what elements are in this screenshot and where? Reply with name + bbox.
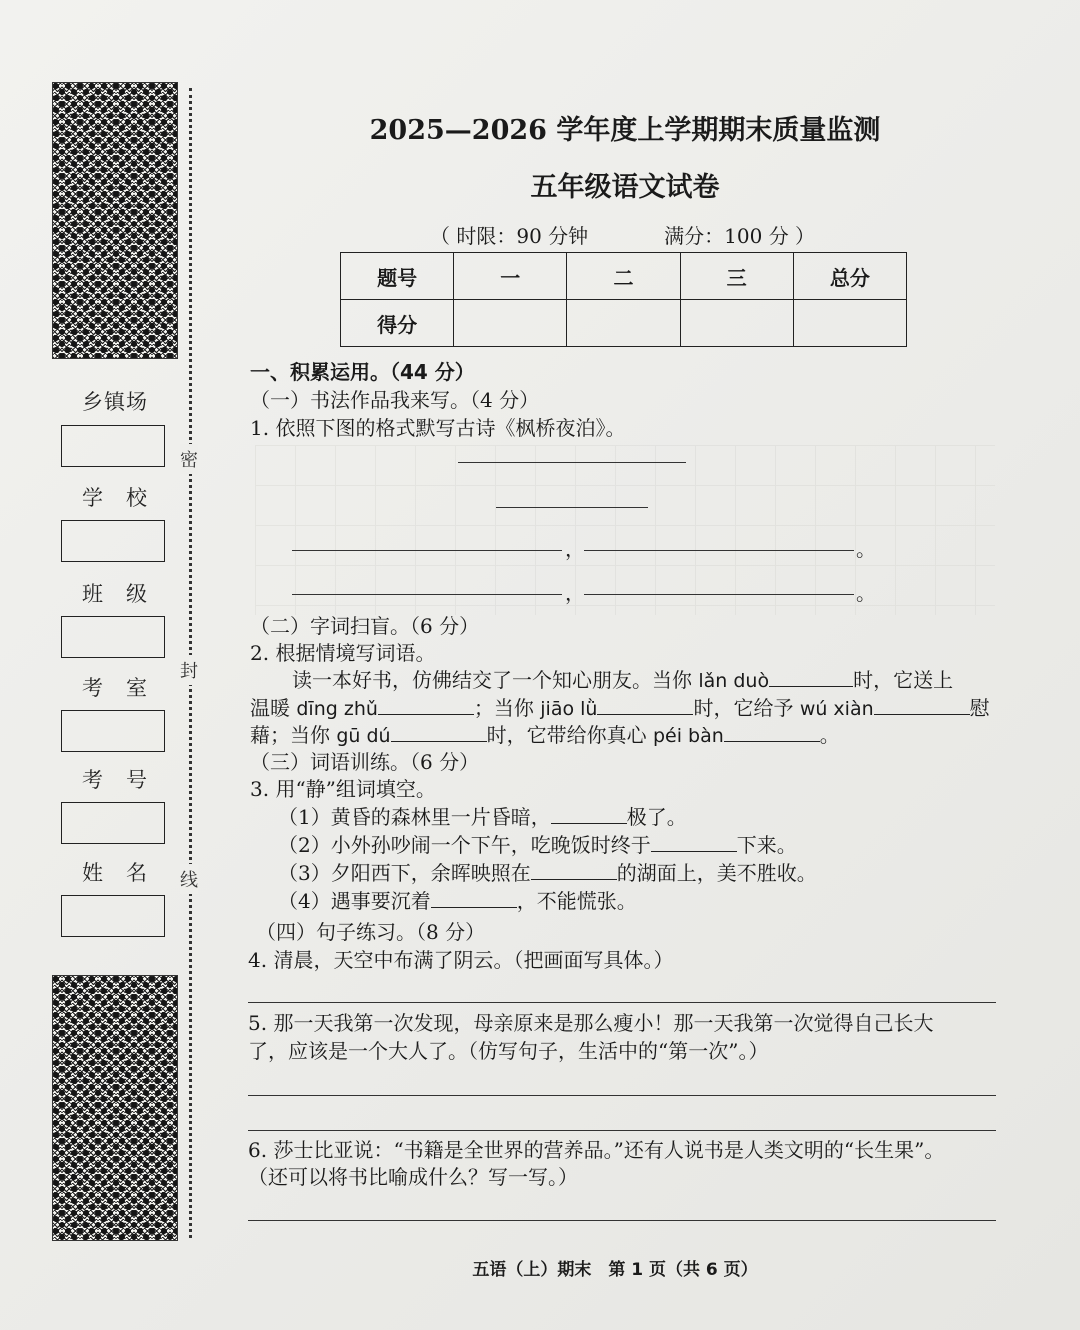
field-label-room: 考 室 xyxy=(82,676,148,700)
pinyin-jiao-lv: jiāo lǜ xyxy=(540,698,598,720)
field-label-town: 乡镇场 xyxy=(82,390,148,414)
q2-text: ；当你 xyxy=(473,696,541,720)
pinyin-lan-duo: lǎn duò xyxy=(698,670,770,692)
field-label-school: 学 校 xyxy=(82,486,148,510)
seal-char-feng: 封 xyxy=(180,655,198,685)
part1-heading: （一）书法作品我来写。（4 分） xyxy=(250,388,540,412)
field-label-name: 姓 名 xyxy=(82,861,148,885)
pinyin-ding-zhu: dīng zhǔ xyxy=(296,698,378,720)
q2-line-1 xyxy=(292,668,953,693)
q4-answer-line[interactable] xyxy=(248,1002,996,1003)
poem-title-line[interactable] xyxy=(458,462,686,463)
score-input-cell[interactable] xyxy=(793,300,906,347)
question-3: 3. 用“静”组词填空。 xyxy=(250,777,436,801)
answer-blank[interactable] xyxy=(391,723,487,742)
score-input-cell[interactable] xyxy=(454,300,567,347)
q3-text: （1）黄昏的森林里一片昏暗， xyxy=(278,805,551,829)
question-4: 4. 清晨，天空中布满了阴云。（把画面写具体。） xyxy=(248,948,674,972)
q2-text: 慰 xyxy=(969,696,990,720)
answer-blank[interactable] xyxy=(724,723,820,742)
score-cell: 总分 xyxy=(793,253,906,300)
score-table xyxy=(340,252,907,347)
q3-text: （3）夕阳西下，余晖映照在 xyxy=(278,861,531,885)
q2-text: 温暖 xyxy=(250,696,297,720)
question-2: 2. 根据情境写词语。 xyxy=(250,641,436,665)
q6-answer-line[interactable] xyxy=(248,1220,996,1221)
answer-blank[interactable] xyxy=(378,696,474,715)
question-5-line-1: 5. 那一天我第一次发现，母亲原来是那么瘦小！那一天我第一次觉得自己长大 xyxy=(248,1011,934,1035)
full-score: 满分：100 分 ） xyxy=(664,224,816,248)
pinyin-gu-du: gū dú xyxy=(336,725,391,747)
q3-text: （2）小外孙吵闹一个下午，吃晚饭时终于 xyxy=(278,833,651,857)
q3-text: 的湖面上，美不胜收。 xyxy=(616,861,817,885)
answer-blank[interactable] xyxy=(431,889,517,908)
exam-title: 2025—2026 学年度上学期期末质量监测 xyxy=(369,115,881,146)
score-cell: 二 xyxy=(567,253,680,300)
field-label-class: 班 级 xyxy=(82,582,148,606)
answer-blank[interactable] xyxy=(597,696,693,715)
pinyin-wu-xian: wú xiàn xyxy=(799,698,874,720)
q5-answer-line-1[interactable] xyxy=(248,1095,996,1096)
q3-text: （4）遇事要沉着 xyxy=(278,889,431,913)
q2-text: 藉；当你 xyxy=(250,723,337,747)
field-box-town[interactable] xyxy=(61,425,165,467)
question-5-line-2: 了，应该是一个大人了。（仿写句子，生活中的“第一次”。） xyxy=(248,1039,769,1063)
part3-heading: （三）词语训练。（6 分） xyxy=(250,750,480,774)
time-score-line xyxy=(430,220,815,249)
q2-text: 时，它送上 xyxy=(853,668,954,692)
q2-text: 。 xyxy=(819,723,840,747)
field-box-school[interactable] xyxy=(61,520,165,562)
q2-text: 时，它给予 xyxy=(693,696,800,720)
poem-author-line[interactable] xyxy=(496,507,648,508)
poem-line-2a[interactable] xyxy=(292,594,562,595)
part4-heading: （四）句子练习。（8 分） xyxy=(256,920,486,944)
field-box-name[interactable] xyxy=(61,895,165,937)
score-cell: 题号 xyxy=(341,253,454,300)
score-input-cell[interactable] xyxy=(567,300,680,347)
security-pattern-top xyxy=(52,82,178,359)
q3-text: 下来。 xyxy=(736,833,797,857)
score-cell: 三 xyxy=(680,253,793,300)
field-box-exam-no[interactable] xyxy=(61,802,165,844)
period-1: 。 xyxy=(856,537,876,561)
score-table-score-row xyxy=(341,300,907,347)
comma-1: ， xyxy=(565,537,585,561)
poem-line-2b[interactable] xyxy=(584,594,854,595)
seal-char-xian: 线 xyxy=(180,864,198,894)
seal-char-mi: 密 xyxy=(180,444,198,474)
q3-text: ，不能慌张。 xyxy=(516,889,637,913)
field-box-room[interactable] xyxy=(61,710,165,752)
question-6-line-1: 6. 莎士比亚说：“书籍是全世界的营养品。”还有人说书是人类文明的“长生果”。 xyxy=(248,1138,945,1162)
q3-item-2 xyxy=(278,833,797,857)
security-pattern-bottom xyxy=(52,975,178,1241)
score-cell: 一 xyxy=(454,253,567,300)
q2-text: 时，它带给你真心 xyxy=(486,723,653,747)
time-limit: （ 时限：90 分钟 xyxy=(430,224,589,248)
answer-blank[interactable] xyxy=(651,833,737,852)
page-footer: 五语（上）期末 第 1 页（共 6 页） xyxy=(472,1260,758,1280)
answer-blank[interactable] xyxy=(531,861,617,880)
section1-heading: 一、积累运用。（44 分） xyxy=(250,360,475,384)
q5-answer-line-2[interactable] xyxy=(248,1130,996,1131)
q2-line-3 xyxy=(250,723,840,748)
answer-blank[interactable] xyxy=(874,696,970,715)
period-2: 。 xyxy=(856,581,876,605)
answer-blank[interactable] xyxy=(769,668,853,687)
field-label-exam-no: 考 号 xyxy=(82,768,148,792)
faint-writing-grid xyxy=(255,445,995,615)
q3-text: 极了。 xyxy=(626,805,687,829)
field-box-class[interactable] xyxy=(61,616,165,658)
score-cell: 得分 xyxy=(341,300,454,347)
poem-line-1a[interactable] xyxy=(292,550,562,551)
q3-item-3 xyxy=(278,861,817,885)
part2-heading: （二）字词扫盲。（6 分） xyxy=(250,614,480,638)
pinyin-pei-ban: péi bàn xyxy=(652,725,724,747)
poem-line-1b[interactable] xyxy=(584,550,854,551)
q3-item-1 xyxy=(278,805,687,829)
score-input-cell[interactable] xyxy=(680,300,793,347)
q2-line-2 xyxy=(250,696,990,721)
question-6-line-2: （还可以将书比喻成什么？写一写。） xyxy=(248,1165,578,1189)
q2-text: 读一本好书，仿佛结交了一个知心朋友。当你 xyxy=(292,668,699,692)
score-table-header-row xyxy=(341,253,907,300)
question-1: 1. 依照下图的格式默写古诗《枫桥夜泊》。 xyxy=(250,416,626,440)
answer-blank[interactable] xyxy=(551,805,627,824)
comma-2: ， xyxy=(565,581,585,605)
q3-item-4 xyxy=(278,889,637,913)
exam-subtitle: 五年级语文试卷 xyxy=(530,172,720,203)
